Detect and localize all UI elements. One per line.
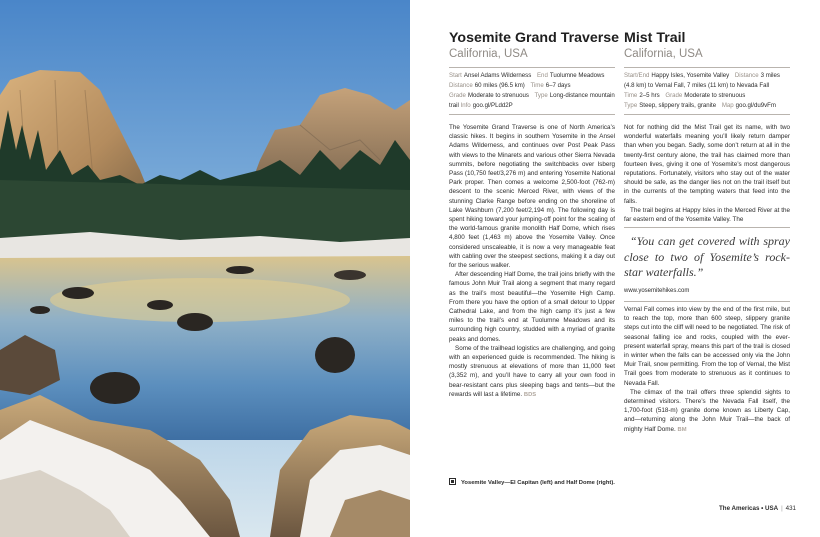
- quote-source[interactable]: www.yosemitehikes.com: [624, 287, 690, 294]
- paragraph: After descending Half Dome, the trail joins briefly with the famous John Muir Trail along a segment that many regard as the trail’s most beautiful—the Yosemite High Camp. From there you have the option of a small detour to Upper Cathedral Lake, and from the high camp it’s just a few miles to the trail’s end at Tuolumne Meadows and its surrounding high country, studded with a myriad of granite peaks and domes.: [449, 271, 615, 343]
- article-mist-trail: [624, 30, 790, 435]
- article-yosemite-grand-traverse: [449, 30, 620, 400]
- photo-caption: Yosemite Valley—El Capitan (left) and Half Dome (right).: [449, 478, 615, 486]
- fact-type: Type Long-distance mountain trail: [449, 92, 615, 109]
- fact-map[interactable]: Map goo.gl/du9vFm: [721, 102, 776, 109]
- fact-box: [449, 68, 615, 114]
- divider: [449, 114, 615, 115]
- paragraph: Not for nothing did the Mist Trail get its name, with two wonderful waterfalls meaning you’ll likely return damper than when you began. Sadly, some don’t return at all in the twenty-first century alone, the trail has claimed more than fourteen lives, giving it one of Yosemite’s most dangerous reputations. Fortunately, visitors who stay out of the water should be safe, as the danger lies not on the trail itself but in the currents of the tempting waters that feed into the falls.: [624, 124, 790, 205]
- caption-pointer-icon: [449, 478, 456, 485]
- fact-info[interactable]: Info goo.gl/PLdd2P: [460, 102, 513, 109]
- fact-time: Time 2–5 hrs: [624, 92, 660, 99]
- fact-start: Start Ansel Adams Wilderness: [449, 72, 532, 79]
- fact-time: Time 6–7 days: [530, 82, 571, 89]
- paragraph: Some of the trailhead logistics are challenging, and going with an experienced guide is recommended. The hiking is mostly strenuous at elevations of more than 11,000 feet (3,352 m), and you’ll have to carry all your own food in bear-resistant cans plus sleeping bags and tents—but the rewards will last a lifetime. BDS: [449, 344, 615, 398]
- page-footer: [719, 505, 796, 512]
- fact-box: [624, 68, 790, 114]
- page-number: 431: [785, 505, 796, 512]
- paragraph: The climax of the trail offers three splendid sights to determined visitors. There’s the Nevada Fall itself, the 1,700-foot (518-m) granite dome known as Liberty Cap, and—returning along the John Muir Trail—the back of mighty Half Dome. BM: [624, 388, 790, 433]
- text-page: [410, 0, 820, 537]
- section-label: The Americas • USA: [719, 505, 779, 512]
- fact-type: Type Steep, slippery trails, granite: [624, 102, 717, 109]
- author-initials: BM: [677, 426, 687, 433]
- paragraph: The Yosemite Grand Traverse is one of North America’s classic hikes. It begins in southern Yosemite in the Ansel Adams Wilderness, and continues over Post Peak Pass with views to the Minarets and various other Sierra Nevada summits, before negotiating the switchbacks over Isberg Pass (10,750 feet/3,276 m) and entering Yosemite National Park proper. Then comes a welcome 2,500-foot (762-m) descent to the scenic Merced River, with views of the stunning Clarke Range before ending on the shoreline of Lake Washburn (7,200 feet/2,194 m). The following day is spent hiking toward your jumping-off point for the scaling of the world-famous granite monolith Half Dome, which rises 4,800 feet (1,463 m) above the Yosemite Valley. Once considered unscaleable, it is now a very manageable feat with cabling over the steepest sections, making it a day out for the serious walker.: [449, 124, 615, 270]
- fact-end: End Tuolumne Meadows: [536, 72, 605, 79]
- article-location: California, USA: [624, 48, 703, 60]
- fact-distance: Distance 3 miles (4.8 km) to Vernal Fall, 7 miles (11 km) to Nevada Fall: [624, 72, 780, 89]
- article-location: California, USA: [449, 48, 528, 60]
- fact-grade: Grade Moderate to strenuous: [449, 92, 529, 99]
- divider: [624, 114, 790, 115]
- paragraph: Vernal Fall comes into view by the end of the first mile, but to reach the top, more than 600 steep, slippery granite steps cut into the cliff will need to be negotiated. The risk of seasonal falling ice and rocks, coupled with the ever-present waterfall spray, means this part of the trail is closed in winter when the falls can be accessed only via the John Muir Trail, snow permitting. From the top of Vernal, the Mist Trail goes from moderate to strenuous as it continues to Nevada Fall.: [624, 305, 790, 387]
- author-initials: BDS: [523, 391, 537, 398]
- article-title: Mist Trail: [624, 30, 686, 46]
- article-body: [624, 123, 790, 435]
- fact-start-end: Start/End Happy Isles, Yosemite Valley: [624, 72, 730, 79]
- fact-grade: Grade Moderate to strenuous: [665, 92, 746, 99]
- fact-distance: Distance 60 miles (96.5 km): [449, 82, 525, 89]
- pull-quote: “You can get covered with spray close to two of Yosemite’s rock-star waterfalls.”: [624, 234, 790, 280]
- footer-separator: |: [781, 505, 783, 512]
- divider: [624, 301, 790, 302]
- article-title: Yosemite Grand Traverse: [449, 30, 620, 46]
- paragraph: The trail begins at Happy Isles in the Merced River at the far eastern end of the Yosemite Valley. The: [624, 206, 790, 224]
- article-body: [449, 123, 615, 400]
